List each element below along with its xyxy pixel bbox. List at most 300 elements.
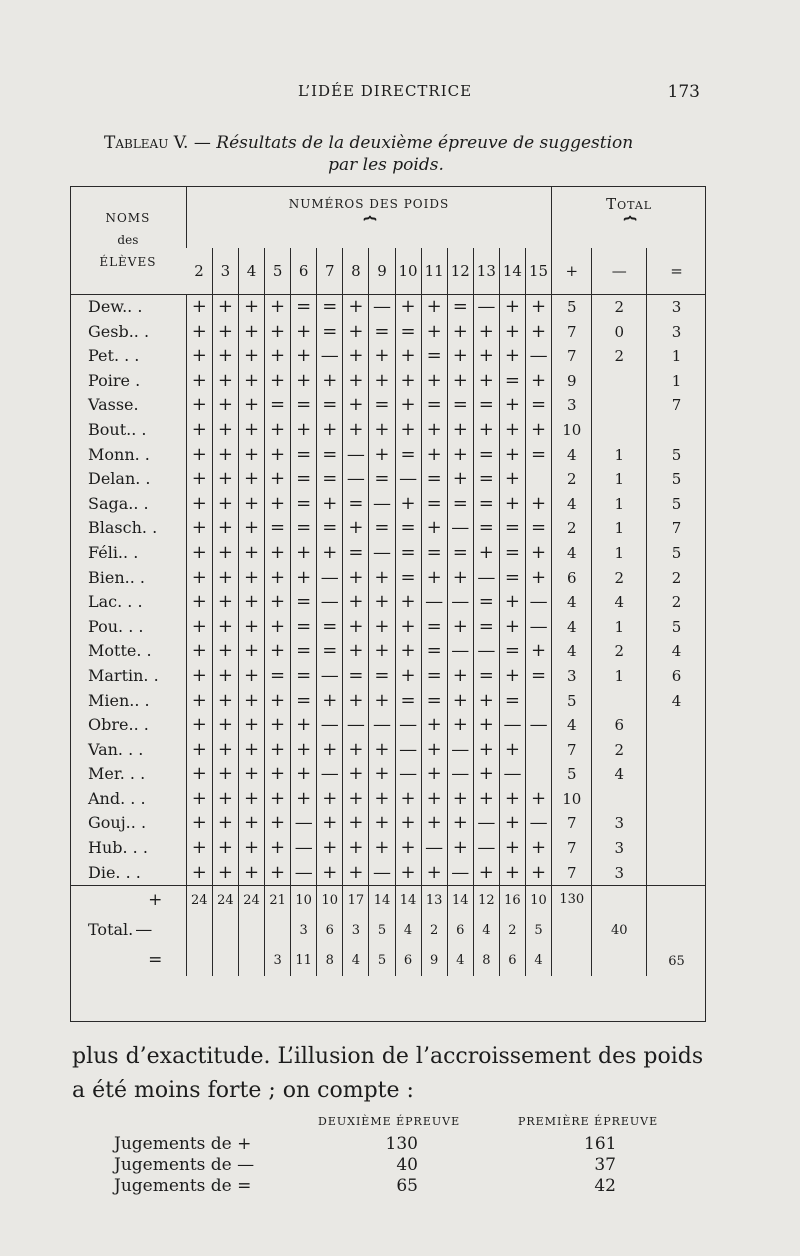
weight-judgment-cell: + bbox=[473, 713, 499, 738]
weight-judgment-cell: = bbox=[421, 615, 447, 640]
weight-judgment-cell: + bbox=[265, 467, 291, 492]
totals-eq-value bbox=[238, 946, 264, 976]
weight-judgment-cell: = bbox=[343, 541, 369, 566]
student-name: Mien.. . bbox=[88, 690, 150, 710]
weight-judgment-cell: + bbox=[473, 369, 499, 394]
table-row bbox=[70, 664, 706, 689]
weight-judgment-cell: + bbox=[212, 541, 238, 566]
weight-judgment-cell: = bbox=[421, 541, 447, 566]
weights-brace: ⏞ bbox=[363, 217, 375, 242]
student-name: Motte. . bbox=[88, 641, 152, 661]
weight-judgment-cell: + bbox=[369, 689, 395, 714]
student-name: Van. . . bbox=[88, 739, 144, 759]
student-name: Féli.. . bbox=[88, 542, 139, 562]
student-name: Blasch. . bbox=[88, 518, 158, 538]
totals-eq-value: 3 bbox=[265, 946, 291, 976]
weight-judgment-cell: + bbox=[186, 762, 212, 787]
weight-judgment-cell: + bbox=[317, 492, 343, 517]
weight-judgment-cell: + bbox=[212, 713, 238, 738]
weight-judgment-cell: + bbox=[186, 738, 212, 763]
weight-judgment-cell: + bbox=[186, 689, 212, 714]
total-plus-cell: 9 bbox=[552, 369, 592, 394]
total-eq-cell bbox=[647, 418, 706, 443]
col-header-first-trial: PREMIÈRE ÉPREUVE bbox=[518, 1115, 659, 1128]
weight-judgment-cell: + bbox=[238, 787, 264, 812]
weight-judgment-cell: — bbox=[395, 713, 421, 738]
total-minus-cell: 1 bbox=[592, 541, 647, 566]
judgment-value-first: 161 bbox=[584, 1134, 617, 1154]
weight-judgment-cell: + bbox=[395, 295, 421, 320]
weight-judgment-cell: + bbox=[421, 738, 447, 763]
weight-judgment-cell: + bbox=[473, 689, 499, 714]
total-minus-cell: 2 bbox=[592, 295, 647, 320]
weight-judgment-cell: = bbox=[499, 516, 525, 541]
weight-judgment-cell: + bbox=[186, 467, 212, 492]
weight-judgment-cell: = bbox=[395, 541, 421, 566]
weight-judgment-cell: + bbox=[447, 664, 473, 689]
weight-judgment-cell: + bbox=[525, 492, 551, 517]
student-name: Hub. . . bbox=[88, 838, 148, 858]
total-minus-cell: 6 bbox=[592, 713, 647, 738]
weight-judgment-cell: — bbox=[343, 467, 369, 492]
weight-judgment-cell: + bbox=[317, 689, 343, 714]
table-row bbox=[70, 344, 706, 369]
total-plus-cell: 4 bbox=[552, 492, 592, 517]
weight-judgment-cell: + bbox=[238, 516, 264, 541]
totals-minus-value: 4 bbox=[473, 916, 499, 946]
judgment-value-second: 40 bbox=[396, 1155, 418, 1175]
total-minus-cell: 3 bbox=[592, 861, 647, 886]
weight-judgment-cell: — bbox=[447, 590, 473, 615]
weight-judgment-cell: + bbox=[343, 590, 369, 615]
weight-judgment-cell: + bbox=[186, 713, 212, 738]
totals-plus-value: 14 bbox=[369, 886, 395, 917]
weight-judgment-cell: + bbox=[186, 418, 212, 443]
totals-eq-value: 4 bbox=[525, 946, 551, 976]
weight-judgment-cell: + bbox=[238, 369, 264, 394]
weight-judgment-cell: = bbox=[421, 467, 447, 492]
total-brace: ⏞ bbox=[623, 217, 635, 242]
totals-minus-value: 6 bbox=[447, 916, 473, 946]
weight-judgment-cell: + bbox=[343, 615, 369, 640]
weight-number-header: 11 bbox=[421, 248, 447, 295]
total-eq-cell bbox=[647, 738, 706, 763]
weight-number-header: 10 bbox=[395, 248, 421, 295]
weight-judgment-cell: + bbox=[499, 787, 525, 812]
weight-judgment-cell: + bbox=[265, 344, 291, 369]
weight-judgment-cell: + bbox=[265, 615, 291, 640]
total-plus-cell: 10 bbox=[552, 787, 592, 812]
weight-judgment-cell: + bbox=[265, 787, 291, 812]
table-row bbox=[70, 320, 706, 345]
body-paragraph bbox=[72, 1040, 712, 1108]
total-minus-cell bbox=[592, 369, 647, 394]
weight-judgment-cell: + bbox=[395, 811, 421, 836]
weight-judgment-cell: + bbox=[499, 861, 525, 886]
weight-judgment-cell: + bbox=[186, 861, 212, 886]
total-plus-cell: 5 bbox=[552, 689, 592, 714]
weight-judgment-cell: + bbox=[395, 344, 421, 369]
total-minus-cell: 4 bbox=[592, 762, 647, 787]
weight-judgment-cell: — bbox=[317, 664, 343, 689]
names-header-line3: ÉLÈVES bbox=[99, 255, 157, 269]
total-minus-cell: 4 bbox=[592, 590, 647, 615]
totals-eq-value: 5 bbox=[369, 946, 395, 976]
weight-judgment-cell: + bbox=[499, 344, 525, 369]
weight-judgment-cell: + bbox=[369, 762, 395, 787]
grand-total-eq bbox=[647, 886, 706, 977]
weight-judgment-cell: + bbox=[343, 320, 369, 345]
weight-judgment-cell: + bbox=[265, 566, 291, 591]
table-row bbox=[70, 467, 706, 492]
weight-judgment-cell: — bbox=[369, 295, 395, 320]
weight-judgment-cell: + bbox=[369, 590, 395, 615]
weight-judgment-cell: + bbox=[369, 344, 395, 369]
weight-number-header: 6 bbox=[291, 248, 317, 295]
weight-judgment-cell: + bbox=[291, 787, 317, 812]
student-name: Pet. . . bbox=[88, 346, 140, 366]
totals-plus-value: 10 bbox=[317, 886, 343, 917]
total-eq-cell: 4 bbox=[647, 689, 706, 714]
weight-judgment-cell: + bbox=[525, 861, 551, 886]
weight-judgment-cell: + bbox=[473, 344, 499, 369]
weight-judgment-cell: + bbox=[186, 492, 212, 517]
totals-plus-value: 14 bbox=[395, 886, 421, 917]
weight-judgment-cell: — bbox=[343, 443, 369, 468]
weight-judgment-cell: + bbox=[212, 443, 238, 468]
weight-judgment-cell: + bbox=[499, 590, 525, 615]
totals-plus-value: 13 bbox=[421, 886, 447, 917]
weight-judgment-cell: = bbox=[291, 639, 317, 664]
weight-number-header: 3 bbox=[212, 248, 238, 295]
weight-judgment-cell: = bbox=[369, 467, 395, 492]
weight-judgment-cell: + bbox=[447, 467, 473, 492]
weight-judgment-cell: + bbox=[369, 787, 395, 812]
weight-judgment-cell: = bbox=[421, 344, 447, 369]
total-plus-cell: 4 bbox=[552, 713, 592, 738]
weight-judgment-cell: + bbox=[343, 566, 369, 591]
weight-judgment-cell: + bbox=[238, 861, 264, 886]
totals-minus-value: 3 bbox=[291, 916, 317, 946]
table-row bbox=[70, 689, 706, 714]
weight-judgment-cell: + bbox=[212, 418, 238, 443]
weight-judgment-cell: = bbox=[291, 443, 317, 468]
total-eq-cell: 1 bbox=[647, 344, 706, 369]
caption-label: Tableau V. bbox=[104, 133, 189, 153]
judgment-value-second: 130 bbox=[385, 1134, 418, 1154]
weight-judgment-cell: + bbox=[343, 787, 369, 812]
weight-judgment-cell: — bbox=[525, 590, 551, 615]
weight-judgment-cell: + bbox=[291, 541, 317, 566]
totals-minus-value: 6 bbox=[317, 916, 343, 946]
weight-judgment-cell: + bbox=[343, 393, 369, 418]
weight-judgment-cell: + bbox=[291, 566, 317, 591]
total-minus-cell bbox=[592, 787, 647, 812]
weight-judgment-cell: + bbox=[343, 295, 369, 320]
weight-judgment-cell: + bbox=[238, 836, 264, 861]
weight-number-header: 14 bbox=[499, 248, 525, 295]
weight-judgment-cell: = bbox=[499, 541, 525, 566]
totals-eq-symbol: = bbox=[148, 950, 163, 971]
total-plus-cell: 7 bbox=[552, 320, 592, 345]
weight-judgment-cell: + bbox=[186, 615, 212, 640]
weight-judgment-cell: + bbox=[499, 320, 525, 345]
table-row bbox=[70, 713, 706, 738]
weight-judgment-cell: = bbox=[499, 689, 525, 714]
weight-judgment-cell: = bbox=[317, 393, 343, 418]
weight-judgment-cell: + bbox=[421, 443, 447, 468]
weight-judgment-cell: + bbox=[238, 492, 264, 517]
totals-minus-symbol: — bbox=[135, 920, 153, 941]
weight-number-header: 8 bbox=[343, 248, 369, 295]
weight-judgment-cell: = bbox=[447, 393, 473, 418]
weight-number-header: 12 bbox=[447, 248, 473, 295]
weight-judgment-cell: + bbox=[238, 689, 264, 714]
weight-judgment-cell: + bbox=[238, 811, 264, 836]
grand-total-plus bbox=[552, 886, 592, 977]
weight-judgment-cell: = bbox=[473, 492, 499, 517]
caption-title-line2: par les poids. bbox=[328, 155, 444, 175]
weight-judgment-cell: + bbox=[421, 861, 447, 886]
total-eq-cell bbox=[647, 787, 706, 812]
weight-judgment-cell: + bbox=[499, 615, 525, 640]
weight-judgment-cell: + bbox=[212, 590, 238, 615]
weight-judgment-cell: = bbox=[317, 443, 343, 468]
total-plus-cell: 5 bbox=[552, 762, 592, 787]
weight-judgment-cell: — bbox=[525, 615, 551, 640]
weight-judgment-cell: = bbox=[317, 295, 343, 320]
grand-total-value: 65 bbox=[668, 954, 685, 970]
total-plus-cell: 10 bbox=[552, 418, 592, 443]
weight-judgment-cell: + bbox=[291, 713, 317, 738]
weight-judgment-cell: + bbox=[473, 418, 499, 443]
weight-judgment-cell: + bbox=[238, 738, 264, 763]
weight-judgment-cell: = bbox=[395, 566, 421, 591]
total-minus-cell bbox=[592, 689, 647, 714]
totals-label-cell bbox=[70, 886, 186, 917]
total-eq-cell bbox=[647, 861, 706, 886]
weight-judgment-cell: = bbox=[525, 516, 551, 541]
totals-plus-value: 10 bbox=[291, 886, 317, 917]
totals-plus-value: 14 bbox=[447, 886, 473, 917]
total-minus-cell: 1 bbox=[592, 664, 647, 689]
weight-judgment-cell: + bbox=[265, 295, 291, 320]
weight-judgment-cell: = bbox=[499, 369, 525, 394]
weight-judgment-cell: + bbox=[291, 738, 317, 763]
weight-judgment-cell: + bbox=[369, 443, 395, 468]
paragraph-line2: a été moins forte ; on compte : bbox=[72, 1078, 414, 1103]
total-minus-cell bbox=[592, 393, 647, 418]
weight-judgment-cell: — bbox=[473, 836, 499, 861]
weight-judgment-cell: + bbox=[212, 295, 238, 320]
weight-judgment-cell: + bbox=[395, 393, 421, 418]
weight-judgment-cell: + bbox=[473, 762, 499, 787]
weight-judgment-cell: = bbox=[525, 664, 551, 689]
weight-judgment-cell: + bbox=[238, 344, 264, 369]
totals-label-cell bbox=[70, 946, 186, 976]
total-minus-cell: 3 bbox=[592, 836, 647, 861]
weight-judgment-cell: = bbox=[265, 393, 291, 418]
totals-plus-value: 12 bbox=[473, 886, 499, 917]
weight-judgment-cell: = bbox=[525, 393, 551, 418]
table-row bbox=[70, 738, 706, 763]
total-eq-cell bbox=[647, 713, 706, 738]
weight-judgment-cell: + bbox=[212, 836, 238, 861]
weight-judgment-cell: = bbox=[317, 516, 343, 541]
weight-judgment-cell: — bbox=[369, 861, 395, 886]
weight-judgment-cell: + bbox=[238, 443, 264, 468]
weight-judgment-cell: + bbox=[265, 590, 291, 615]
weight-judgment-cell: + bbox=[447, 713, 473, 738]
weight-judgment-cell: + bbox=[317, 418, 343, 443]
totals-plus-value: 17 bbox=[343, 886, 369, 917]
weight-judgment-cell: — bbox=[291, 811, 317, 836]
weight-judgment-cell: — bbox=[395, 467, 421, 492]
weight-judgment-cell: + bbox=[395, 590, 421, 615]
weight-judgment-cell: — bbox=[473, 811, 499, 836]
weight-judgment-cell: + bbox=[525, 566, 551, 591]
weight-judgment-cell: + bbox=[447, 811, 473, 836]
table-row bbox=[70, 295, 706, 320]
weight-judgment-cell: + bbox=[369, 615, 395, 640]
weight-judgment-cell: — bbox=[317, 344, 343, 369]
results-table bbox=[70, 186, 706, 976]
totals-eq-value: 4 bbox=[343, 946, 369, 976]
total-eq-cell bbox=[647, 836, 706, 861]
table-caption bbox=[104, 133, 704, 175]
weight-judgment-cell: + bbox=[473, 320, 499, 345]
weight-judgment-cell: + bbox=[212, 762, 238, 787]
weight-judgment-cell: + bbox=[212, 861, 238, 886]
total-plus-cell: 7 bbox=[552, 811, 592, 836]
weight-judgment-cell: + bbox=[265, 320, 291, 345]
paragraph-line1: plus d’exactitude. L’illusion de l’accroissement des poids bbox=[72, 1044, 704, 1069]
weight-judgment-cell: + bbox=[212, 467, 238, 492]
weight-judgment-cell: + bbox=[186, 516, 212, 541]
weight-judgment-cell: — bbox=[421, 590, 447, 615]
grand-total-value: 40 bbox=[610, 923, 628, 939]
weight-judgment-cell: + bbox=[421, 418, 447, 443]
table-row bbox=[70, 369, 706, 394]
weight-judgment-cell: + bbox=[317, 836, 343, 861]
weight-judgment-cell: = bbox=[447, 492, 473, 517]
weight-judgment-cell: + bbox=[186, 836, 212, 861]
judgment-label: Jugements de + bbox=[114, 1134, 252, 1154]
weight-number-header: 7 bbox=[317, 248, 343, 295]
weight-judgment-cell: + bbox=[369, 369, 395, 394]
weight-judgment-cell: — bbox=[317, 762, 343, 787]
weight-judgment-cell bbox=[525, 689, 551, 714]
total-eq-cell: 3 bbox=[647, 320, 706, 345]
weight-judgment-cell: + bbox=[212, 344, 238, 369]
total-minus-cell: 2 bbox=[592, 738, 647, 763]
weight-judgment-cell: = bbox=[473, 467, 499, 492]
weight-judgment-cell: + bbox=[395, 664, 421, 689]
weight-judgment-cell: + bbox=[343, 738, 369, 763]
weight-judgment-cell: = bbox=[421, 664, 447, 689]
weight-judgment-cell: + bbox=[265, 811, 291, 836]
total-plus-cell: 4 bbox=[552, 443, 592, 468]
weight-judgment-cell: = bbox=[473, 590, 499, 615]
total-header-cell bbox=[552, 186, 706, 248]
total-minus-cell: 2 bbox=[592, 344, 647, 369]
weight-judgment-cell: + bbox=[343, 344, 369, 369]
judgment-row bbox=[114, 1134, 714, 1154]
total-eq-cell: 6 bbox=[647, 664, 706, 689]
weight-judgment-cell: = bbox=[421, 492, 447, 517]
weight-judgment-cell: = bbox=[317, 320, 343, 345]
weight-judgment-cell: + bbox=[186, 443, 212, 468]
weight-judgment-cell: + bbox=[525, 639, 551, 664]
judgment-label: Jugements de — bbox=[114, 1155, 255, 1175]
weight-judgment-cell: + bbox=[343, 811, 369, 836]
weight-judgment-cell: = bbox=[291, 492, 317, 517]
weight-judgment-cell: + bbox=[212, 738, 238, 763]
total-eq-cell: 5 bbox=[647, 615, 706, 640]
total-symbol-header: + bbox=[552, 248, 592, 295]
totals-minus-value: 5 bbox=[525, 916, 551, 946]
total-minus-cell: 1 bbox=[592, 615, 647, 640]
student-name: And. . . bbox=[88, 788, 146, 808]
student-name: Mer. . . bbox=[88, 764, 146, 784]
page-header bbox=[0, 82, 800, 106]
table-row bbox=[70, 566, 706, 591]
weight-judgment-cell: + bbox=[238, 418, 264, 443]
weight-judgment-cell: — bbox=[473, 295, 499, 320]
weight-judgment-cell: + bbox=[447, 689, 473, 714]
total-eq-cell: 2 bbox=[647, 566, 706, 591]
total-eq-cell: 5 bbox=[647, 443, 706, 468]
weight-judgment-cell: + bbox=[447, 615, 473, 640]
weight-judgment-cell: = bbox=[291, 467, 317, 492]
weight-judgment-cell: = bbox=[265, 516, 291, 541]
weight-judgment-cell: — bbox=[447, 861, 473, 886]
weight-judgment-cell: + bbox=[265, 418, 291, 443]
table-row bbox=[70, 541, 706, 566]
weight-judgment-cell: = bbox=[421, 639, 447, 664]
weight-judgment-cell: = bbox=[369, 393, 395, 418]
total-plus-cell: 7 bbox=[552, 344, 592, 369]
weight-judgment-cell: + bbox=[186, 590, 212, 615]
weight-judgment-cell: + bbox=[473, 541, 499, 566]
weight-judgment-cell: = bbox=[343, 492, 369, 517]
weight-judgment-cell: + bbox=[238, 393, 264, 418]
running-title: L’IDÉE DIRECTRICE bbox=[298, 82, 473, 100]
weight-judgment-cell: = bbox=[421, 689, 447, 714]
student-name: Gouj.. . bbox=[88, 813, 147, 833]
weight-judgment-cell: + bbox=[421, 713, 447, 738]
weight-judgment-cell: — bbox=[473, 566, 499, 591]
student-name: Poire . bbox=[88, 370, 141, 390]
weight-judgment-cell: = bbox=[291, 689, 317, 714]
total-plus-cell: 7 bbox=[552, 836, 592, 861]
weight-judgment-cell: + bbox=[499, 811, 525, 836]
weight-judgment-cell: + bbox=[447, 443, 473, 468]
totals-minus-value bbox=[186, 916, 212, 946]
total-eq-cell: 5 bbox=[647, 492, 706, 517]
weight-judgment-cell: + bbox=[265, 443, 291, 468]
table-row bbox=[70, 639, 706, 664]
total-symbol-header: = bbox=[647, 248, 706, 295]
weight-judgment-cell: + bbox=[369, 566, 395, 591]
total-minus-cell: 1 bbox=[592, 443, 647, 468]
weight-judgment-cell: + bbox=[186, 787, 212, 812]
weight-judgment-cell: — bbox=[395, 738, 421, 763]
weight-judgment-cell: + bbox=[186, 393, 212, 418]
weight-judgment-cell: + bbox=[343, 639, 369, 664]
totals-eq-value: 8 bbox=[317, 946, 343, 976]
weight-judgment-cell: + bbox=[343, 369, 369, 394]
